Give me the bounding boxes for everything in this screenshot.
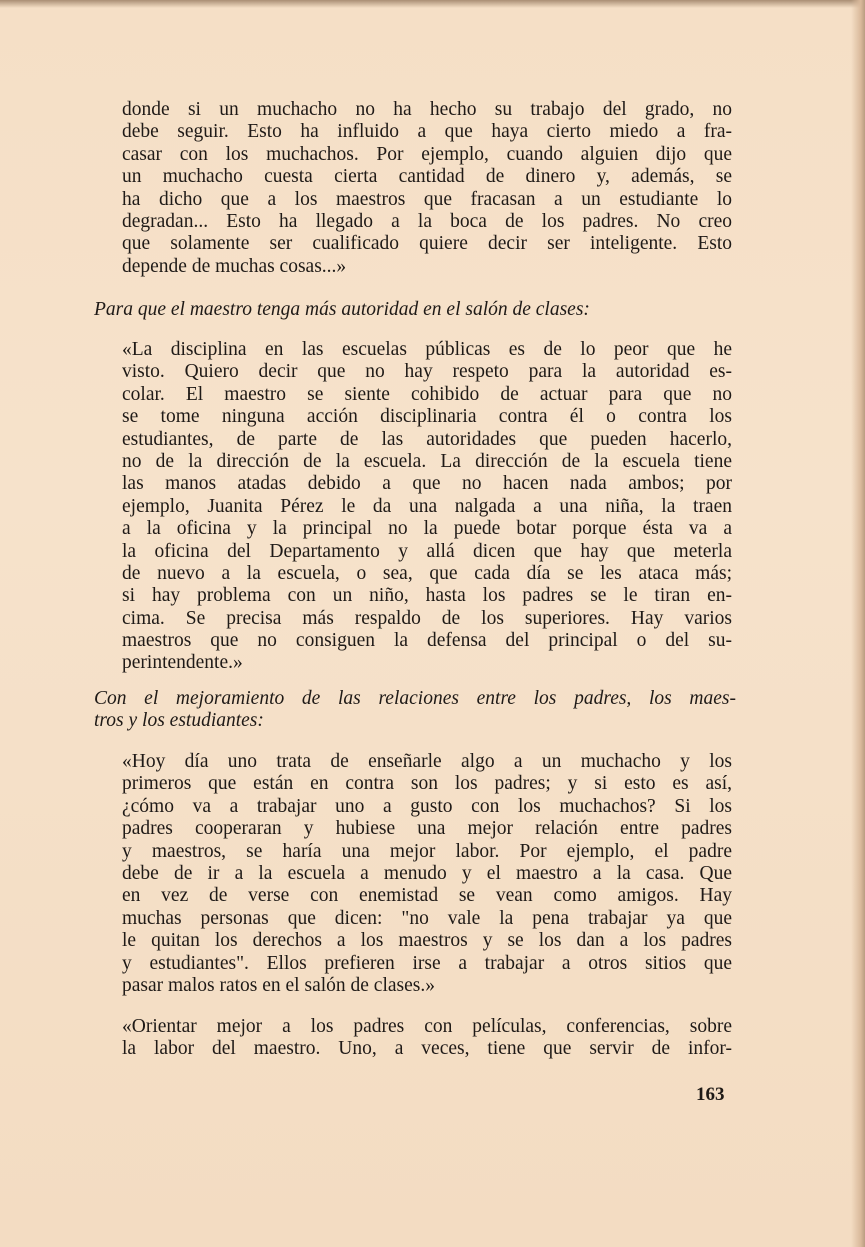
text-line: casar con los muchachos. Por ejemplo, cuando alguien dijo que <box>122 143 732 165</box>
text-line: debe seguir. Esto ha influido a que haya cierto miedo a fra- <box>122 121 732 143</box>
text-line: le quitan los derechos a los maestros y se los dan a los padres <box>122 930 732 952</box>
text-line: un muchacho cuesta cierta cantidad de dinero y, además, se <box>122 166 732 188</box>
text-line: visto. Quiero decir que no hay respeto para la autoridad es- <box>122 361 732 383</box>
text-line: estudiantes, de parte de las autoridades que pueden hacerlo, <box>122 428 732 450</box>
text-line: colar. El maestro se siente cohibido de actuar para que no <box>122 383 732 405</box>
text-line: muchas personas que dicen: "no vale la pena trabajar ya que <box>122 907 732 929</box>
text-line: la oficina del Departamento y allá dicen que hay que meterla <box>122 540 732 562</box>
text-line: las manos atadas debido a que no hacen nada ambos; por <box>122 473 732 495</box>
text-line: debe de ir a la escuela a menudo y el maestro a la casa. Que <box>122 862 732 884</box>
heading-line: Con el mejoramiento de las relaciones entre los padres, los maes- <box>94 688 736 709</box>
section-heading-1 <box>94 299 736 321</box>
text-line: depende de muchas cosas...» <box>122 255 347 277</box>
paragraph-1 <box>122 99 732 278</box>
text-line: ha dicho que a los maestros que fracasan a un estudiante lo <box>122 188 732 210</box>
page-top-shadow <box>0 0 865 8</box>
text-line: ¿cómo va a trabajar uno a gusto con los muchachos? Si los <box>122 795 732 817</box>
page-number: 163 <box>696 1084 725 1105</box>
paragraph-2 <box>122 339 732 675</box>
text-line: ejemplo, Juanita Pérez le da una nalgada a una niña, la traen <box>122 495 732 517</box>
text-line: no de la dirección de la escuela. La dirección de la escuela tiene <box>122 450 732 472</box>
text-line: a la oficina y la principal no la puede botar porque ésta va a <box>122 518 732 540</box>
text-line: de nuevo a la escuela, o sea, que cada día se les ataca más; <box>122 562 732 584</box>
text-line: donde si un muchacho no ha hecho su trabajo del grado, no <box>122 99 732 120</box>
paragraph-4 <box>122 1016 732 1061</box>
text-line: degradan... Esto ha llegado a la boca de los padres. No creo <box>122 210 732 232</box>
section-heading-2 <box>94 688 736 733</box>
paragraph-3 <box>122 751 732 997</box>
text-line: primeros que están en contra son los padres; y si esto es así, <box>122 773 732 795</box>
text-line: se tome ninguna acción disciplinaria contra él o contra los <box>122 406 732 428</box>
text-line: si hay problema con un niño, hasta los padres se le tiran en- <box>122 585 732 607</box>
text-line: cima. Se precisa más respaldo de los superiores. Hay varios <box>122 607 732 629</box>
text-line: y maestros, se haría una mejor labor. Por ejemplo, el padre <box>122 840 732 862</box>
text-line: pasar malos ratos en el salón de clases.» <box>122 974 435 996</box>
text-line: y estudiantes". Ellos prefieren irse a trabajar a otros sitios que <box>122 952 732 974</box>
text-line: «Orientar mejor a los padres con películas, conferencias, sobre <box>122 1016 732 1037</box>
heading-line: tros y los estudiantes: <box>94 710 264 732</box>
text-line: que solamente ser cualificado quiere decir ser inteligente. Esto <box>122 233 732 255</box>
text-line: en vez de verse con enemistad se vean como amigos. Hay <box>122 885 732 907</box>
page-right-edge <box>851 0 865 1247</box>
text-line: padres cooperaran y hubiese una mejor relación entre padres <box>122 818 732 840</box>
text-line: maestros que no consiguen la defensa del principal o del su- <box>122 630 732 652</box>
heading-line: Para que el maestro tenga más autoridad en el salón de clases: <box>94 299 590 320</box>
text-line: «Hoy día uno trata de enseñarle algo a un muchacho y los <box>122 751 732 772</box>
text-line: «La disciplina en las escuelas públicas es de lo peor que he <box>122 339 732 360</box>
text-line: perintendente.» <box>122 652 243 674</box>
text-line: la labor del maestro. Uno, a veces, tiene que servir de infor- <box>122 1038 732 1060</box>
